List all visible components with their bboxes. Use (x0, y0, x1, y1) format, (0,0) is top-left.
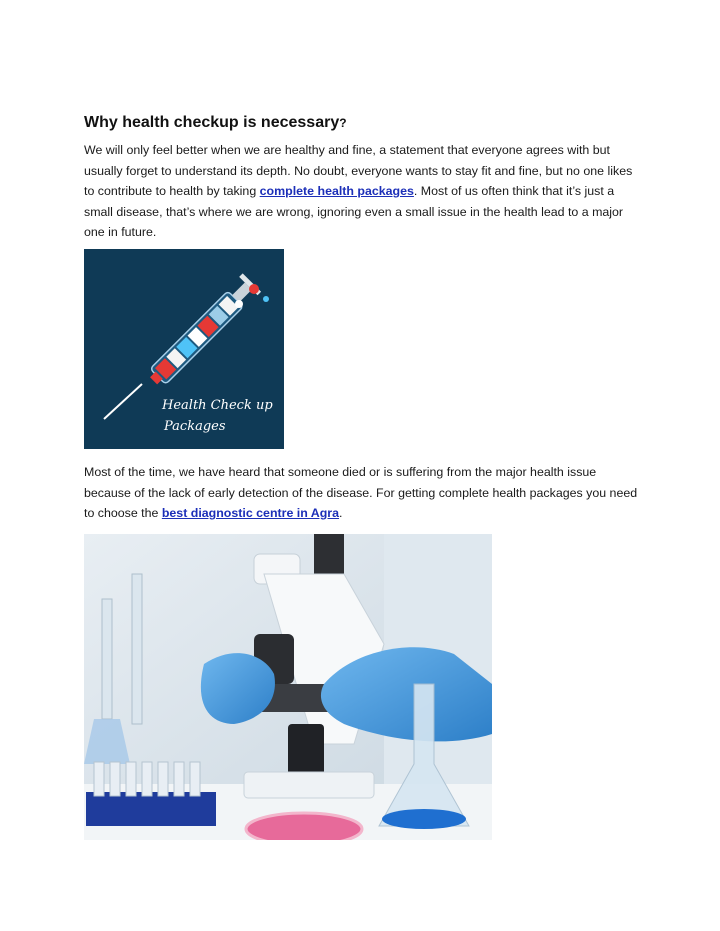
syringe-illustration (84, 249, 284, 449)
intro-paragraph: We will only feel better when we are healthy and fine, a statement that everyone agrees with but usually forget to understand its depth. No doubt, everyone wants to stay fit and fine, but no one likes to contribute to health by taking complete health packages. Most of us often think that it’s just a small disease, that’s where we are wrong, ignoring even a small issue in the health lead to a major one in future. (84, 143, 633, 239)
best-diagnostic-centre-link[interactable]: best diagnostic centre in Agra (161, 506, 340, 520)
article-heading: Why health checkup is necessary? (84, 114, 347, 131)
microscope-lab-photo (84, 534, 492, 840)
health-checkup-packages-image (84, 249, 284, 449)
complete-health-packages-link[interactable]: complete health packages (259, 184, 414, 198)
second-paragraph-block (84, 462, 644, 524)
image-title-line2: Packages (164, 419, 226, 434)
article-body (84, 112, 644, 243)
detection-paragraph: Most of the time, we have heard that someone died or is suffering from the major health issue because of the lack of early detection of the disease. For getting complete health packages you need to choose the best diagnostic centre in Agra. (84, 465, 638, 520)
image-title-line1: Health Check up (162, 398, 273, 413)
microscope-illustration (84, 534, 492, 840)
